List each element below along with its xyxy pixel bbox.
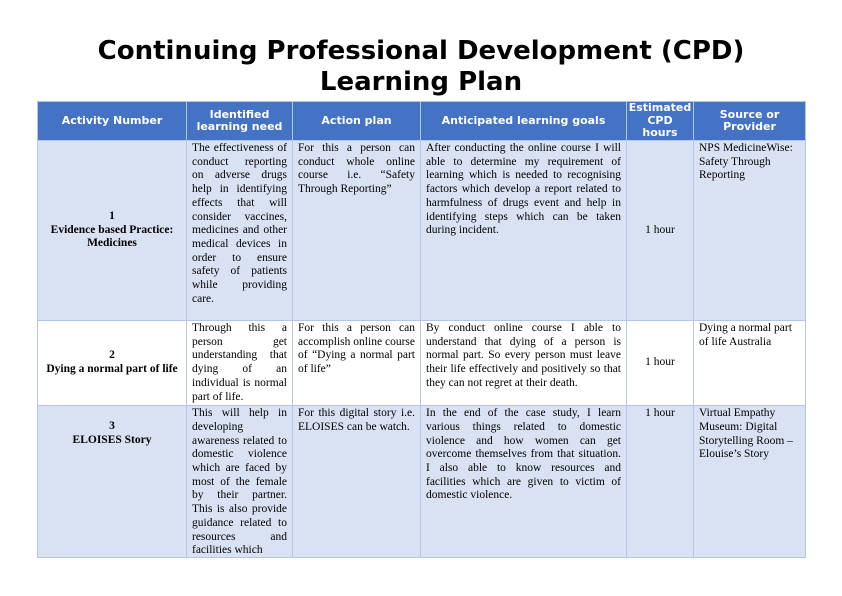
learning-need-cell: The effectiveness of conduct reporting on adverse drugs help in identifying effects that will consider vaccines, medicines and other medical devices in order to ensure safety of patients while providing care. bbox=[187, 141, 293, 321]
activity-cell bbox=[38, 141, 187, 321]
header-action-plan: Action plan bbox=[293, 102, 421, 141]
activity-title: Evidence based Practice: Medicines bbox=[50, 223, 174, 250]
cpd-hours-cell: 1 hour bbox=[627, 141, 694, 321]
activity-cell bbox=[38, 321, 187, 406]
learning-need-text: This will help in developing awareness related to domestic violence which are faced by most of the female by their partner. This is also provide guidance related to resources and facilities which bbox=[192, 407, 287, 557]
learning-goals-cell: By conduct online course I able to understand that dying of a person is normal part. So every person must leave their life effectively and positively so that they can not regret at their death. bbox=[421, 321, 627, 406]
header-learning-need: Identified learning need bbox=[187, 102, 293, 141]
table-row bbox=[38, 406, 806, 558]
title-line-2: Learning Plan bbox=[319, 67, 523, 97]
activity-number: 3 bbox=[109, 420, 115, 433]
cpd-hours-cell: 1 hour bbox=[627, 406, 694, 558]
action-plan-cell: For this a person can accomplish online course of “Dying a normal part of life” bbox=[293, 321, 421, 406]
header-cpd-hours: Estimated CPD hours bbox=[627, 102, 694, 141]
header-row bbox=[38, 102, 806, 141]
learning-need-cell bbox=[187, 406, 293, 558]
page-title bbox=[0, 36, 842, 98]
action-plan-cell: For this digital story i.e. ELOISES can be watch. bbox=[293, 406, 421, 558]
activity-title: Dying a normal part of life bbox=[46, 363, 178, 376]
header-source-provider: Source or Provider bbox=[694, 102, 806, 141]
table-row bbox=[38, 141, 806, 321]
cpd-table bbox=[37, 101, 806, 558]
activity-cell bbox=[38, 406, 187, 558]
activity-number: 1 bbox=[109, 209, 115, 222]
learning-need-cell: Through this a person get understanding that dying of an individual is normal part of life. bbox=[187, 321, 293, 406]
source-cell: NPS MedicineWise: Safety Through Reporting bbox=[694, 141, 806, 321]
table-row bbox=[38, 321, 806, 406]
learning-goals-cell: In the end of the case study, I learn various things related to domestic violence and how women can get overcome themselves from that situation. I also able to know resources and facilities which are given to victim of domestic violence. bbox=[421, 406, 627, 558]
source-cell: Virtual Empathy Museum: Digital Storytelling Room – Elouise’s Story bbox=[694, 406, 806, 558]
header-activity-number: Activity Number bbox=[38, 102, 187, 141]
header-learning-goals: Anticipated learning goals bbox=[421, 102, 627, 141]
learning-goals-cell: After conducting the online course I will able to determine my requirement of learning which is needed to recognising factors which develop a report related to harmfulness of drugs event and help in identifying steps which can be taken during incident. bbox=[421, 141, 627, 321]
source-cell: Dying a normal part of life Australia bbox=[694, 321, 806, 406]
action-plan-cell: For this a person can conduct whole online course i.e. “Safety Through Reporting” bbox=[293, 141, 421, 321]
title-line-1: Continuing Professional Development (CPD) bbox=[97, 36, 745, 66]
activity-number: 2 bbox=[109, 349, 115, 362]
activity-title: ELOISES Story bbox=[72, 433, 152, 446]
cpd-hours-cell: 1 hour bbox=[627, 321, 694, 406]
